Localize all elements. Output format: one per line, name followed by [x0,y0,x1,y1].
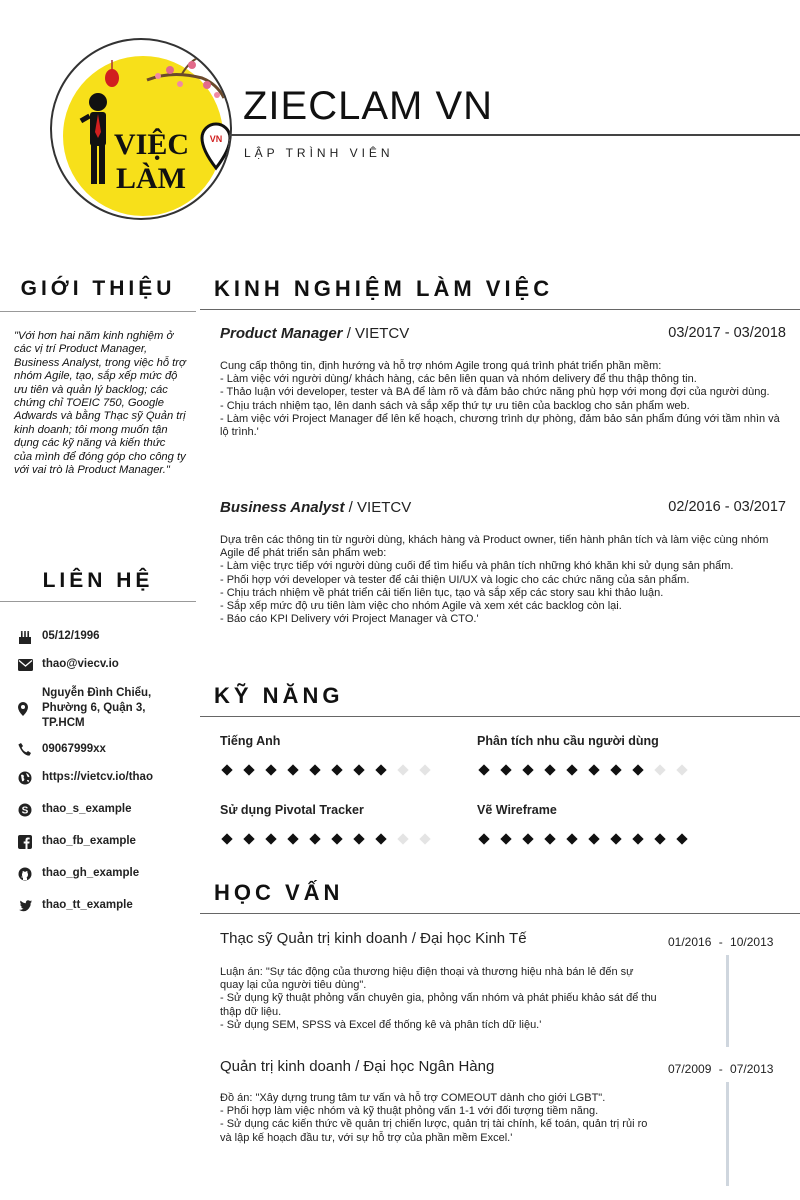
rating-dot-filled [243,764,254,775]
logo-avatar [50,38,232,220]
rating-dot-filled [500,764,511,775]
contact-birthday-text: 05/12/1996 [42,630,100,642]
contact-phone-text[interactable]: 09067999xx [42,743,106,755]
facebook-icon [18,834,42,849]
contact-github-text[interactable]: thao_gh_example [42,867,140,879]
twitter-icon [18,898,42,913]
job-header [220,325,786,342]
map-pin-icon [18,686,42,731]
contact-title: LIÊN HỆ [42,569,154,592]
rating-dot-filled [221,764,232,775]
contact-website-text[interactable]: https://vietcv.io/thao [42,771,153,783]
contact-skype[interactable] [18,802,198,817]
rating-dot-filled [566,764,577,775]
logo-text-line1: VIỆC [114,128,190,161]
rating-dot-filled [243,833,254,844]
job-separator: / [342,325,356,342]
rating-dot-filled [676,833,687,844]
timeline-bar [726,1082,729,1186]
skill-rating [479,766,699,774]
education-divider [200,913,800,914]
rating-dot-filled [522,764,533,775]
job-position: Product Manager [220,325,343,342]
contact-github[interactable] [18,866,198,881]
job-separator: / [344,499,358,516]
job-dates: 02/2016 - 03/2017 [668,499,786,515]
skill-name: Vẽ Wireframe [477,803,557,817]
header-divider [230,134,800,136]
education-dates: 01/2016 - 10/2013 [668,935,774,949]
contact-twitter[interactable] [18,898,198,913]
experience-title: KINH NGHIỆM LÀM VIỆC [214,276,554,301]
skill-rating [222,835,442,843]
job-description: Cung cấp thông tin, định hướng và hỗ trợ nhóm Agile trong quá trình phát triển phần mềm: - Làm việc với người dùng/ khách hàng, các bên liên quan và nhóm delivery để thu thập thông tin. - Thảo luận với developer, tester và BA để làm rõ và đảm bảo chức năng phù hợp với mong đợi của người dùng. - Chịu trách nhiệm tạo, lên danh sách và sắp xếp thứ tự ưu tiên của backlog cho sản phẩm web. - Làm việc với Project Manager để lên kế hoạch, chương trình dự phòng, đảm bảo sản phẩm đúng với tầm nhìn và lộ trình.' [220,360,780,439]
rating-dot-filled [221,833,232,844]
contact-email-text[interactable]: thao@viecv.io [42,658,119,670]
rating-dot-filled [544,833,555,844]
education-description: Đồ án: "Xây dựng trung tâm tư vấn và hỗ trợ COMEOUT dành cho giới LGBT". - Phối hợp làm việc nhóm và kỹ thuật phỏng vấn 1-1 với đối tượng tiềm năng. - Sử dụng các kiến thức về quản trị chiến lược, quản trị tài chính, kế toán, quản trị rủi ro và lập kế hoạch đầu tư, với sự hỗ trợ của phần mềm Excel.' [220,1092,648,1144]
rating-dot-filled [309,833,320,844]
skill-rating [479,835,699,843]
full-name: ZIECLAM VN [243,84,494,128]
rating-dot-empty [397,764,408,775]
rating-dot-filled [265,833,276,844]
job-description: Dựa trên các thông tin từ người dùng, khách hàng và Product owner, tiến hành phân tích và làm việc cùng nhóm Agile để phát triển sản phẩm web: - Làm việc trực tiếp với người dùng cuối để tìm hiểu và phân tích những khó khăn khi sử dụng sản phẩm. - Phối hợp với developer và tester để cải thiện UI/UX và logic cho các chức năng của sản phẩm. - Chịu trách nhiệm về phát triển cải tiến liên tục, tạo và sắp xếp các story sau khi thảo luận. - Sắp xếp mức độ ưu tiên làm việc cho nhóm Agile và xem xét các backlog còn lại. - Báo cáo KPI Delivery với Project Manager và CTO.' [220,534,769,626]
education-degree: Thạc sỹ Quản trị kinh doanh / Đại học Kinh Tế [220,930,527,947]
rating-dot-filled [375,764,386,775]
skills-divider [200,716,800,717]
education-degree: Quản trị kinh doanh / Đại học Ngân Hàng [220,1058,495,1075]
rating-dot-filled [309,764,320,775]
skype-icon [18,802,42,817]
rating-dot-filled [632,833,643,844]
job-dates: 03/2017 - 03/2018 [668,325,786,341]
timeline-bar [726,955,729,1047]
rating-dot-filled [287,833,298,844]
contact-twitter-text[interactable]: thao_tt_example [42,899,133,911]
experience-divider [200,309,800,310]
contact-address [18,686,198,731]
rating-dot-empty [676,764,687,775]
rating-dot-filled [478,764,489,775]
contact-address-text: Nguyễn Đình Chiểu, Phường 6, Quận 3, TP.HCM [42,687,152,729]
rating-dot-filled [610,833,621,844]
rating-dot-filled [478,833,489,844]
contact-skype-text[interactable]: thao_s_example [42,803,132,815]
viec-lam-logo [52,40,232,220]
contact-email[interactable] [18,657,198,672]
contact-facebook[interactable] [18,834,198,849]
rating-dot-filled [287,764,298,775]
rating-dot-filled [588,764,599,775]
rating-dot-filled [588,833,599,844]
rating-dot-filled [610,764,621,775]
rating-dot-filled [522,833,533,844]
contact-facebook-text[interactable]: thao_fb_example [42,835,136,847]
rating-dot-empty [654,764,665,775]
svg-text:S: S [21,805,29,816]
job-position: Business Analyst [220,499,345,516]
education-dates: 07/2009 - 07/2013 [668,1062,774,1076]
skills-title: KỸ NĂNG [214,683,344,708]
rating-dot-filled [331,764,342,775]
github-icon [18,866,42,881]
job-header [220,499,786,516]
about-title: GIỚI THIỆU [20,277,176,300]
phone-icon [18,742,42,757]
contact-phone[interactable] [18,742,198,757]
job-company: VIETCV [357,499,412,516]
envelope-icon [18,657,42,672]
logo-text-line2: LÀM [116,162,186,195]
globe-icon [18,770,42,785]
education-title: HỌC VẤN [214,880,344,905]
rating-dot-filled [265,764,276,775]
job-role: LẬP TRÌNH VIÊN [244,146,394,160]
about-divider [0,311,196,312]
rating-dot-filled [375,833,386,844]
skill-name: Phân tích nhu cầu người dùng [477,734,659,748]
rating-dot-filled [353,833,364,844]
rating-dot-empty [419,833,430,844]
rating-dot-empty [419,764,430,775]
about-text: "Với hơn hai năm kinh nghiệm ở các vị trí Product Manager, Business Analyst, trong việc hỗ trợ nhóm Agile, tạo, sắp xếp mức độ ưu tiên và quản lý backlog; các chứng chỉ TOEIC 750, Google Adwards và bằng Thạc sỹ Quản trị kinh doanh; tôi mong muốn tận dụng các kỹ năng và kiến thức của mình để đóng góp cho công ty với vai trò là Product Manager." [14,330,186,477]
contact-divider [0,601,196,602]
rating-dot-filled [500,833,511,844]
rating-dot-filled [566,833,577,844]
contact-birthday [18,629,198,644]
rating-dot-filled [331,833,342,844]
education-description: Luận án: "Sự tác động của thương hiệu điện thoại và thương hiệu nhà bán lẻ đến sự quay lại của người tiêu dùng". - Sử dụng kỹ thuật phỏng vấn chuyên gia, phỏng vấn nhóm và phát phiếu khảo sát để thu thập dữ liệu. - Sử dụng SEM, SPSS và Excel để thống kê và phân tích dữ liệu.' [220,966,657,1031]
birthday-cake-icon [18,629,42,644]
logo-badge-text: VN [209,134,223,144]
contact-website[interactable] [18,770,198,785]
skill-rating [222,766,442,774]
skill-name: Sử dụng Pivotal Tracker [220,803,364,817]
skill-name: Tiếng Anh [220,734,281,748]
rating-dot-filled [654,833,665,844]
rating-dot-filled [353,764,364,775]
rating-dot-filled [544,764,555,775]
rating-dot-filled [632,764,643,775]
rating-dot-empty [397,833,408,844]
job-company: VIETCV [355,325,410,342]
